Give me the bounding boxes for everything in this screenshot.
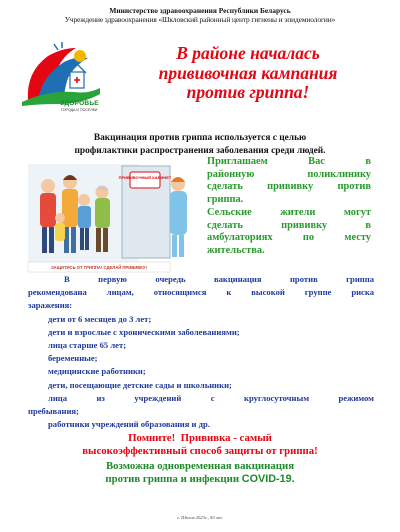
print-info: г. Шклов 2023г., 50 экз. (177, 515, 223, 520)
risk-item-continuation: пребывания; (28, 406, 79, 417)
risk-lead-line-2: рекомендована лицам, относящимся к высокой группе риска (28, 287, 374, 298)
risk-item: беременные; (48, 353, 98, 364)
invite-line-7: амбулаториях по месту (207, 232, 371, 244)
invitation-text (207, 156, 371, 258)
covid-note-line-2a: против гриппа и инфекции (105, 473, 242, 485)
intro-line-1: Вакцинация против гриппа используется с целью (93, 133, 307, 143)
invite-line-1: Приглашаем Вас в (207, 156, 371, 167)
risk-item: работники учреждений образования и др. (48, 419, 210, 430)
invite-line-6: сделать прививку в (207, 219, 371, 231)
invite-line-2: районную поликлинику (207, 168, 371, 180)
covid-note-line-1: Возможна одновременная вакцинация (105, 460, 295, 472)
intro-paragraph (30, 132, 370, 157)
headline-line-1: В районе началась (176, 43, 320, 63)
risk-lead-line-1: В первую очередь вакцинация против гриппа (64, 274, 374, 284)
reminder-line-1: Помните! Прививка - самый (128, 432, 272, 444)
intro-line-2: профилактики распространения заболевания среди людей. (74, 145, 326, 156)
headline-line-3: против гриппа! (186, 82, 310, 102)
invite-line-8: жительства. (207, 244, 265, 256)
risk-item: медицинские работники; (48, 366, 146, 377)
document-header (0, 6, 400, 24)
invite-line-5: Сельские жители могут (207, 206, 371, 218)
headline-line-2: прививочная кампания (158, 62, 338, 83)
reminder-text (40, 432, 360, 458)
logo-subtitle: ГОРОДА И ПОСЕЛКИ (61, 108, 98, 112)
reminder-line-2: высокоэффективный способ защиты от гриппа! (82, 445, 318, 457)
vaccination-illustration (26, 160, 196, 275)
covid-note-line-2 (40, 473, 360, 486)
door-sign-text: ПРИВИВОЧНЫЙ КАБИНЕТ (118, 175, 172, 180)
logo-title: ЗДОРОВЬЕ (60, 100, 99, 107)
invite-line-3: сделать прививку против (207, 181, 371, 193)
risk-item: дети от 6 месяцев до 3 лет; (48, 313, 152, 324)
invite-line-4: гриппа. (207, 194, 244, 206)
risk-item: дети и взрослые с хроническими заболеваниями; (48, 326, 240, 337)
risk-group-list (28, 273, 374, 431)
risk-item: лица старше 65 лет; (48, 340, 127, 351)
illustration-caption: ЗАЩИТИСЬ ОТ ГРИППА! СДЕЛАЙ ПРИВИВКУ! (51, 265, 147, 270)
headline (128, 44, 368, 103)
risk-item: дети, посещающие детские сады и школьники; (48, 379, 232, 390)
ministry-name: Министерство здравоохранения Республики Беларусь (109, 6, 291, 15)
risk-item: лица из учреждений с круглосуточным режимом (48, 392, 374, 403)
covid-label: COVID-19. (241, 473, 295, 485)
covid-note (40, 460, 360, 486)
organization-name: Учреждение здравоохранения «Шкловский районный центр гигиены и эпидемиологии» (64, 15, 336, 24)
risk-lead-line-3: заражения: (28, 300, 73, 311)
